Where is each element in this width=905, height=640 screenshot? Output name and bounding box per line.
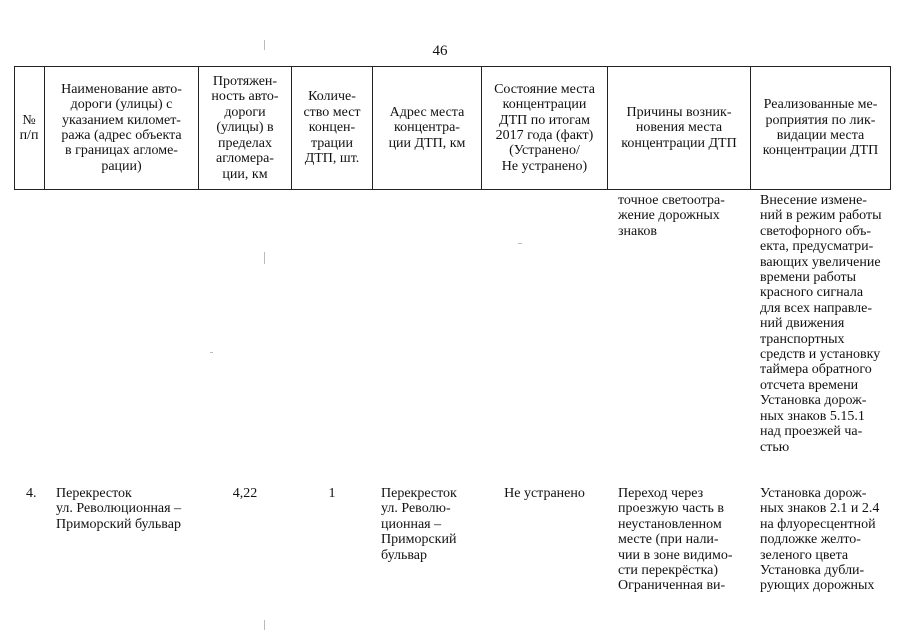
row4-road-length: 4,22 [232, 486, 258, 501]
road-safety-table [14, 66, 891, 640]
row4-road-name: Перекресток ул. Революционная – Приморский бульвар [56, 486, 182, 532]
table-top-border [14, 66, 891, 67]
scan-speck [264, 252, 265, 264]
scan-speck [264, 40, 265, 50]
header-site-status: Состояние места концентрации ДТП по итогам 2017 года (факт) (Устранено/ Не устранено) [494, 81, 595, 174]
row4-site-address: Перекресток ул. Револю- ционная – Приморский бульвар [381, 486, 457, 563]
continuation-measures: Внесение измене- ний в режим работы светофорного объ- екта, предусматри- вающих увеличение времени работы красного сигнала для всех направле- ний движения транспортных средств и установку таймера обратного отсчета времени Установка дорож- ных знаков 5.15.1 над проезжей ча- стью [760, 193, 882, 455]
header-site-address: Адрес места концентра- ции ДТП, км [388, 104, 466, 151]
row4-number: 4. [26, 486, 37, 501]
scan-speck [264, 620, 265, 630]
scan-speck [210, 352, 213, 353]
col-border-8 [890, 66, 891, 189]
row4-accident-site-count: 1 [328, 486, 336, 501]
continuation-reasons: точное светоотра- жение дорожных знаков [618, 193, 725, 239]
scan-speck [518, 243, 522, 244]
header-road-length: Протяжен- ность авто- дороги (улицы) в пределах агломера- ции, км [211, 74, 279, 182]
header-accident-site-count: Количе- ство мест концен- трации ДТП, шт. [303, 89, 361, 167]
header-bottom-border [14, 189, 891, 190]
header-measures: Реализованные ме- роприятия по лик- видации места концентрации ДТП [762, 97, 879, 159]
row4-site-status: Не устранено [504, 486, 585, 501]
row4-reasons: Переход через проезжую часть в неустановленном месте (при нали- чии в зоне видимо- сти перекрёстка) Ограниченная ви- [618, 486, 733, 594]
header-number: № п/п [19, 112, 39, 143]
header-road-name: Наименование авто- дороги (улицы) с указанием километ- ража (адрес объекта в границах агломе- рации) [61, 81, 182, 174]
header-reasons: Причины возник- новения места концентрации ДТП [621, 104, 737, 151]
row4-measures: Установка дорож- ных знаков 2.1 и 2.4 на флуоресцентной подложке желто- зеленого цвета Установка дубли- рующих дорожных [760, 486, 880, 594]
page-number: 46 [432, 43, 448, 59]
